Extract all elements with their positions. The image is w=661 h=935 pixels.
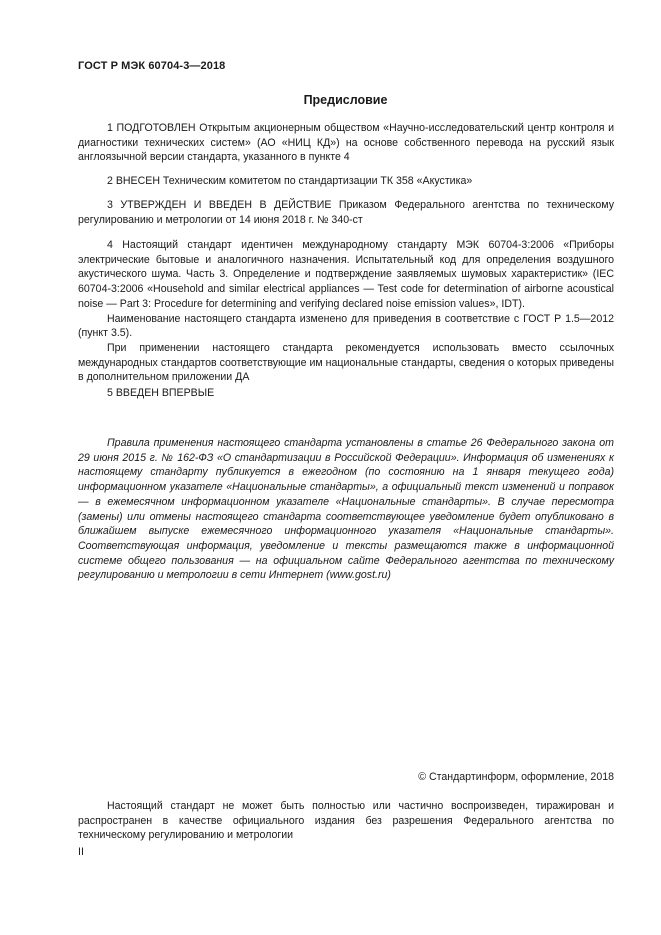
document-code: ГОСТ Р МЭК 60704-3—2018: [78, 60, 226, 72]
page-number: II: [78, 846, 84, 858]
paragraph-text: Наименование настоящего стандарта изменено для приведения в соответствие с ГОСТ Р 1.5—2012 (пункт 3.5).: [78, 312, 614, 340]
paragraph-2: [78, 174, 614, 189]
reproduction-notice: [78, 799, 614, 843]
legal-notice: [78, 436, 614, 583]
paragraph-text: 4 Настоящий стандарт идентичен международному стандарту МЭК 60704-3:2006 «Приборы электрические бытовые и аналогичного назначения. Испытательный код для определения воздушного акустического шума. Часть 3. Определение и подтверждение заявляемых шумовых характеристик» (IEC 60704-3:2006 «Household and similar electrical appliances — Test code for determination of airborne acoustical noise — Part 3: Procedure for determining and verifying declared noise emission values», IDT).: [78, 239, 614, 310]
paragraph-5: [78, 386, 614, 401]
paragraph-3: [78, 198, 614, 227]
copyright-line: © Стандартинформ, оформление, 2018: [418, 771, 614, 783]
paragraph-4: [78, 238, 614, 385]
paragraph-text: При применении настоящего стандарта рекомендуется использовать вместо ссылочных международных стандартов соответствующие им национальные стандарты, сведения о которых приведены в дополнительном приложении ДА: [78, 341, 614, 384]
paragraph-text: 1 ПОДГОТОВЛЕН Открытым акционерным обществом «Научно-исследовательский центр контроля и диагностики технических систем» (АО «НИЦ КД») на основе собственного перевода на русский язык англоязычной версии стандарта, указанного в пункте 4: [78, 122, 614, 164]
paragraph-text: 5 ВВЕДЕН ВПЕРВЫЕ: [107, 387, 215, 399]
legal-notice-text: Правила применения настоящего стандарта установлены в статье 26 Федерального закона от 29 июня 2015 г. № 162-ФЗ «О стандартизации в Российской Федерации». Информация об изменениях к настоящему стандарту публикуется в ежегодном (по состоянию на 1 января текущего года) информационном указателе «Национальные стандарты», а официальный текст изменений и поправок — в ежемесячном информационном указателе «Национальные стандарты». В случае пересмотра (замены) или отмены настоящего стандарта соответствующее уведомление будет опубликовано в ближайшем выпуске ежемесячного информационного указателя «Национальные стандарты». Соответствующая информация, уведомление и тексты размещаются также в информационной системе общего пользования — на официальном сайте Федерального агентства по техническому регулированию и метрологии в сети Интернет (www.gost.ru): [78, 437, 614, 582]
page-title: Предисловие: [303, 93, 388, 107]
paragraph-1: [78, 121, 614, 165]
reproduction-notice-text: Настоящий стандарт не может быть полностью или частично воспроизведен, тиражирован и распространен в качестве официального издания без разрешения Федерального агентства по техническому регулированию и метрологии: [78, 800, 614, 842]
paragraph-text: 3 УТВЕРЖДЕН И ВВЕДЕН В ДЕЙСТВИЕ Приказом Федерального агентства по техническому регулированию и метрологии от 14 июня 2018 г. № 340-ст: [78, 199, 614, 226]
paragraph-text: 2 ВНЕСЕН Техническим комитетом по стандартизации ТК 358 «Акустика»: [107, 175, 473, 187]
